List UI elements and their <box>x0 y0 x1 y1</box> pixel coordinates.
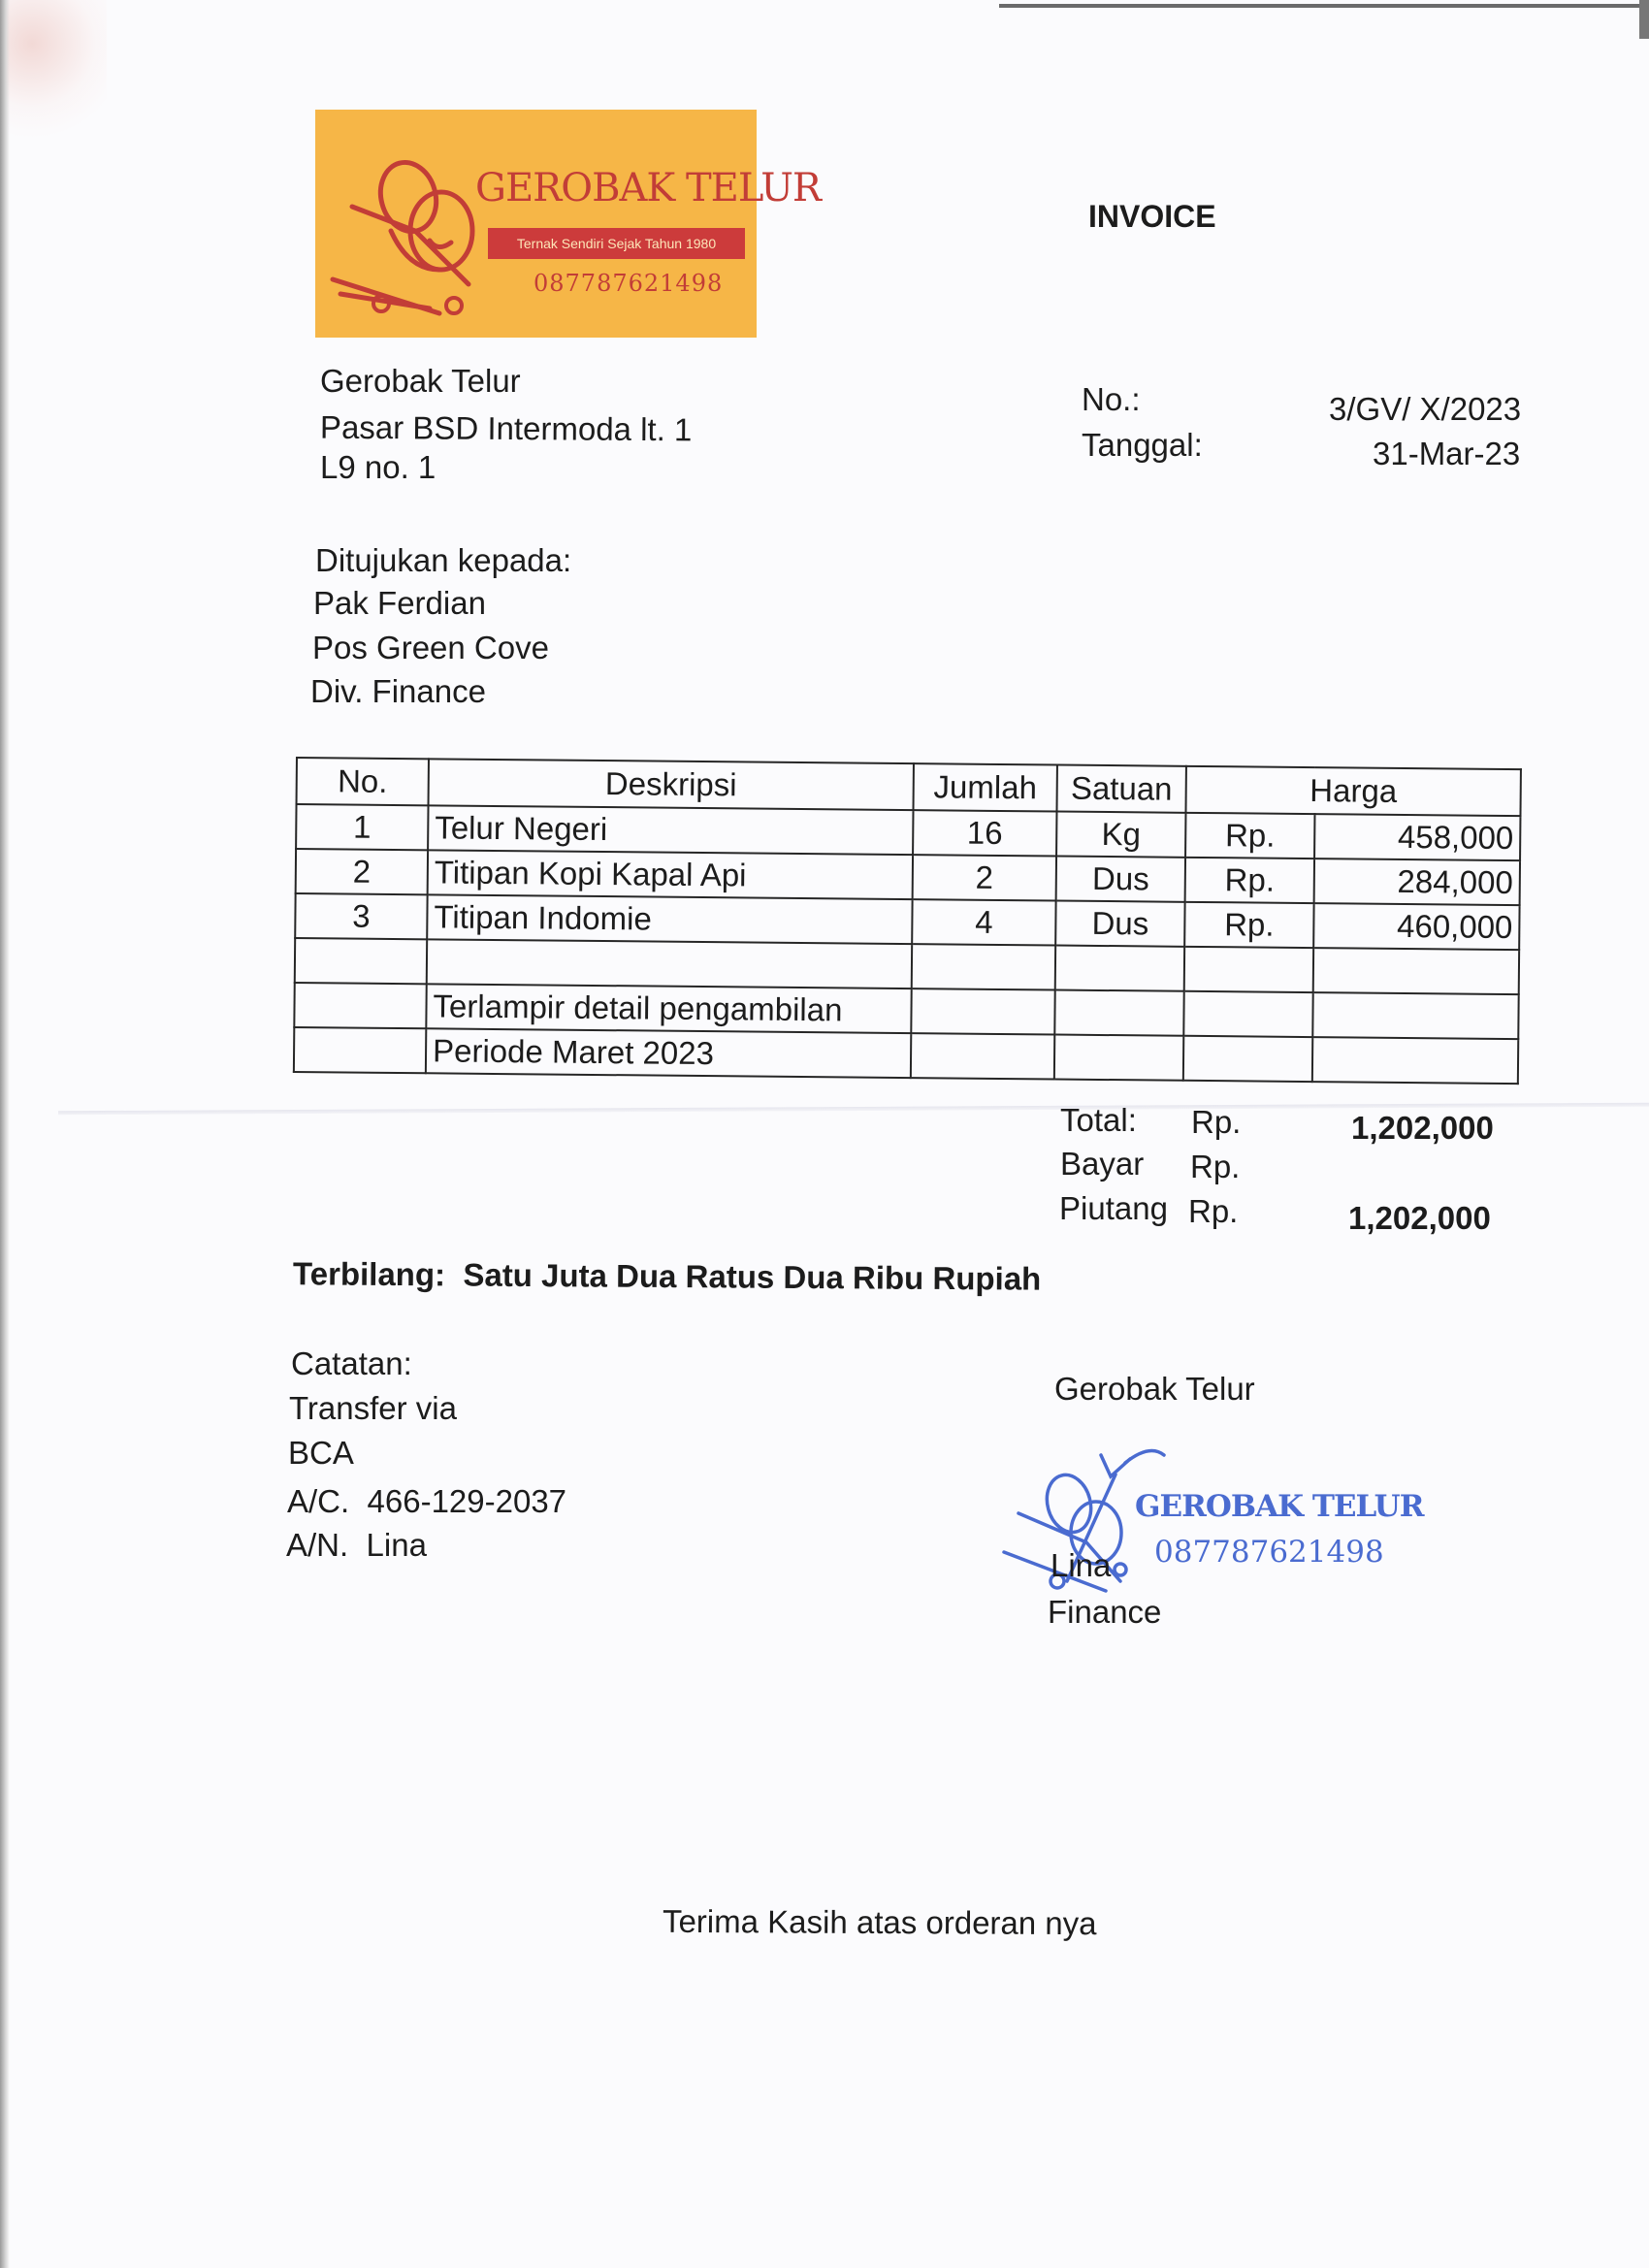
row-price: 458,000 <box>1314 814 1520 860</box>
seller-address-line1: Pasar BSD Intermoda lt. 1 <box>319 408 693 448</box>
notes-account <box>287 1480 566 1523</box>
header-price: Harga <box>1185 766 1520 816</box>
row-description: Telur Negeri <box>428 805 913 855</box>
notes-bank: BCA <box>288 1435 354 1471</box>
scan-corner-stain <box>0 0 107 146</box>
notes-account-name-label: A/N. <box>286 1527 349 1563</box>
notes-account-name <box>286 1524 427 1567</box>
stamp-brand: GEROBAK TELUR <box>1135 1489 1424 1524</box>
invoice-date-label: Tanggal: <box>1082 427 1203 463</box>
paid-currency: Rp. <box>1190 1149 1241 1184</box>
row-unit: Dus <box>1056 857 1185 902</box>
signature-company: Gerobak Telur <box>1054 1371 1255 1407</box>
invoice-title: INVOICE <box>1088 199 1216 234</box>
logo-brand-name: GEROBAK TELUR <box>475 166 822 211</box>
row-unit: Dus <box>1055 901 1184 947</box>
logo-phone: 087787621498 <box>534 270 724 297</box>
recipient-name: Pak Ferdian <box>313 585 486 621</box>
thank-you-footer: Terima Kasih atas orderan nya <box>662 1902 1097 1942</box>
invoice-no-value: 3/GV/ X/2023 <box>1329 391 1522 427</box>
row-unit: Kg <box>1056 812 1185 858</box>
row-no: 3 <box>295 893 427 939</box>
notes-account-name-value: Lina <box>366 1527 427 1563</box>
seller-address-line2: L9 no. 1 <box>320 449 436 485</box>
row-price: 460,000 <box>1313 903 1519 950</box>
row-description: Titipan Indomie <box>427 894 912 944</box>
notes-label: Catatan: <box>291 1345 412 1381</box>
invoice-items-table <box>293 757 1520 1085</box>
stamp-phone: 087787621498 <box>1154 1535 1384 1570</box>
amount-in-words-label: Terbilang: <box>292 1255 446 1293</box>
notes-account-number: 466-129-2037 <box>367 1483 567 1519</box>
scan-edge-right <box>1639 0 1649 39</box>
receivable-label: Piutang <box>1059 1190 1168 1226</box>
row-description: Titipan Kopi Kapal Api <box>428 850 913 899</box>
notes-account-label: A/C. <box>287 1483 350 1519</box>
logo-tagline: Ternak Sendiri Sejak Tahun 1980 <box>488 228 745 259</box>
company-logo <box>315 110 822 338</box>
table-note-line2: Periode Maret 2023 <box>426 1028 911 1078</box>
egg-cart-icon <box>323 139 493 323</box>
amount-in-words <box>293 1252 1042 1300</box>
recipient-org: Pos Green Cove <box>312 630 549 665</box>
row-no: 1 <box>296 804 428 850</box>
row-quantity: 2 <box>913 855 1056 900</box>
row-quantity: 16 <box>913 810 1056 856</box>
signatory-name: Lina <box>1051 1547 1112 1583</box>
row-price: 284,000 <box>1314 859 1520 905</box>
scan-edge-left <box>0 0 10 2268</box>
seller-name: Gerobak Telur <box>320 363 521 399</box>
row-currency: Rp. <box>1185 813 1314 859</box>
header-no: No. <box>297 758 429 805</box>
amount-in-words-text: Satu Juta Dua Ratus Dua Ribu Rupiah <box>463 1256 1042 1297</box>
invoice-no-label: No.: <box>1082 381 1141 417</box>
row-no: 2 <box>296 849 428 894</box>
header-unit: Satuan <box>1056 765 1185 813</box>
total-value: 1,202,000 <box>1351 1110 1494 1146</box>
recipient-label: Ditujukan kepada: <box>315 542 572 578</box>
total-label: Total: <box>1060 1102 1137 1138</box>
recipient-division: Div. Finance <box>310 673 486 709</box>
invoice-date-value: 31-Mar-23 <box>1373 436 1521 471</box>
notes-transfer: Transfer via <box>289 1390 457 1426</box>
header-description: Deskripsi <box>429 759 914 810</box>
paid-label: Bayar <box>1060 1146 1145 1182</box>
header-quantity: Jumlah <box>914 763 1057 811</box>
row-currency: Rp. <box>1184 902 1313 948</box>
scan-edge-top <box>999 4 1649 8</box>
total-currency: Rp. <box>1191 1104 1242 1140</box>
table-note-line1: Terlampir detail pengambilan <box>426 984 911 1033</box>
signatory-role: Finance <box>1048 1594 1162 1630</box>
receivable-currency: Rp. <box>1188 1193 1239 1229</box>
row-quantity: 4 <box>912 899 1055 945</box>
receivable-value: 1,202,000 <box>1348 1200 1491 1236</box>
row-currency: Rp. <box>1185 858 1314 903</box>
